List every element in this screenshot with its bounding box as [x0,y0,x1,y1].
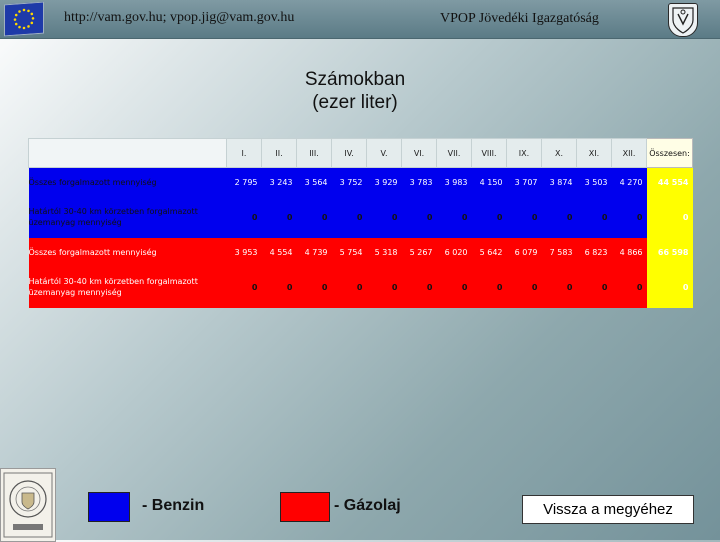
cell-value: 3 707 [507,168,542,197]
month-header: III. [297,139,332,168]
row-total: 0 [647,196,693,238]
cell-value: 3 243 [262,168,297,197]
cell-value: 4 554 [262,238,297,266]
cell-value: 0 [227,196,262,238]
header-org-text: VPOP Jövedéki Igazgatóság [440,11,599,26]
row-label: Határtól 30-40 km körzetben forgalmazott üzemanyag mennyiség [29,266,227,308]
cell-value: 4 150 [472,168,507,197]
cell-value: 0 [262,196,297,238]
cell-value: 0 [472,196,507,238]
cell-value: 0 [402,196,437,238]
fuel-quantity-table [28,138,693,308]
cell-value: 3 874 [542,168,577,197]
legend-gazolaj-swatch [280,492,330,522]
cell-value: 0 [262,266,297,308]
cell-value: 0 [612,196,647,238]
cell-value: 6 079 [507,238,542,266]
cell-value: 5 754 [332,238,367,266]
cell-value: 0 [437,196,472,238]
cell-value: 5 267 [402,238,437,266]
row-total: 44 554 [647,168,693,197]
table-header-blank [29,139,227,168]
table-row [29,266,693,308]
table-row [29,238,693,266]
month-header: I. [227,139,262,168]
cell-value: 0 [542,196,577,238]
month-header: IV. [332,139,367,168]
legend-benzin-label: - Benzin [142,497,205,514]
row-label: Határtól 30-40 km körzetben forgalmazott üzemanyag mennyiség [29,196,227,238]
row-label: Összes forgalmazott mennyiség [29,238,227,266]
cell-value: 0 [507,196,542,238]
cell-value: 0 [402,266,437,308]
cell-value: 0 [227,266,262,308]
month-header: XII. [612,139,647,168]
cell-value: 7 583 [542,238,577,266]
cell-value: 3 983 [437,168,472,197]
month-header: IX. [507,139,542,168]
cell-value: 0 [472,266,507,308]
cell-value: 3 503 [577,168,612,197]
cell-value: 0 [612,266,647,308]
cell-value: 0 [507,266,542,308]
cell-value: 3 929 [367,168,402,197]
page-title-line1: Számokban [304,69,406,90]
cell-value: 4 866 [612,238,647,266]
cell-value: 6 020 [437,238,472,266]
cell-value: 3 953 [227,238,262,266]
table-header-row [29,139,693,168]
month-header: VII. [437,139,472,168]
cell-value: 0 [297,196,332,238]
cell-value: 4 739 [297,238,332,266]
cell-value: 4 270 [612,168,647,197]
cell-value: 0 [332,196,367,238]
cell-value: 0 [577,196,612,238]
month-header: V. [367,139,402,168]
cell-value: 0 [367,266,402,308]
cell-value: 5 318 [367,238,402,266]
month-header: II. [262,139,297,168]
cell-value: 6 823 [577,238,612,266]
cell-value: 3 564 [297,168,332,197]
header-url-text: http://vam.gov.hu; vpop.jig@vam.gov.hu [64,10,295,25]
page-title-line2: (ezer liter) [312,92,398,113]
cell-value: 0 [437,266,472,308]
cell-value: 0 [367,196,402,238]
row-total: 0 [647,266,693,308]
page-title [250,68,460,114]
top-bar [0,0,720,39]
cell-value: 0 [542,266,577,308]
month-header: VI. [402,139,437,168]
row-label: Összes forgalmazott mennyiség [29,168,227,197]
back-to-county-button[interactable]: Vissza a megyéhez [522,495,694,524]
table-row [29,196,693,238]
row-total: 66 598 [647,238,693,266]
cell-value: 0 [297,266,332,308]
eu-flag-icon [4,2,44,37]
month-header: VIII. [472,139,507,168]
cell-value: 3 783 [402,168,437,197]
coat-of-arms-icon [668,3,698,37]
month-header: XI. [577,139,612,168]
cell-value: 2 795 [227,168,262,197]
cell-value: 5 642 [472,238,507,266]
month-header: X. [542,139,577,168]
legend-benzin-swatch [88,492,130,522]
cell-value: 3 752 [332,168,367,197]
cell-value: 0 [332,266,367,308]
legend-gazolaj-label: - Gázolaj [334,497,401,514]
cell-value: 0 [577,266,612,308]
table-row [29,168,693,197]
total-header: Összesen: [647,139,693,168]
anniversary-seal-icon [0,468,56,542]
